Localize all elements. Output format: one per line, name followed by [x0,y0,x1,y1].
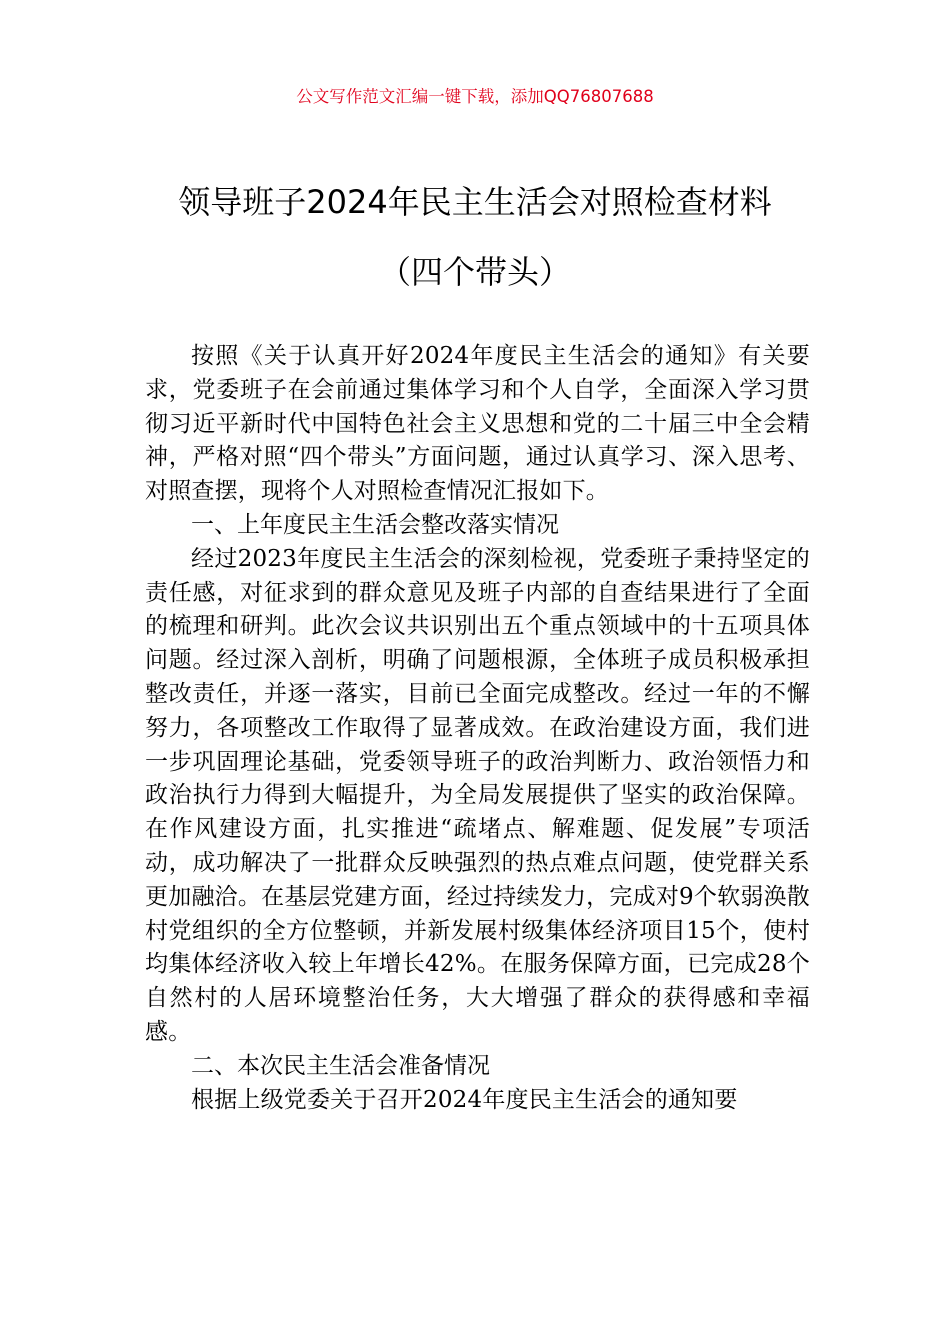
section-2-paragraph: 根据上级党委关于召开2024年度民主生活会的通知要 [191,1086,738,1113]
section-1-heading: 一、上年度民主生活会整改落实情况 [191,511,559,538]
intro-paragraph: 按照《关于认真开好2024年度民主生活会的通知》有关要求，党委班子在会前通过集体学习和个人自学，全面深入学习贯彻习近平新时代中国特色社会主义思想和党的二十届三中全会精神，严格对照“四个带头”方面问题，通过认真学习、深入思考、对照查摆，现将个人对照检查情况汇报如下。 [145,343,810,505]
section-1-paragraph: 经过2023年度民主生活会的深刻检视，党委班子秉持坚定的责任感，对征求到的群众意见及班子内部的自查结果进行了全面的梳理和研判。此次会议共识别出五个重点领域中的十五项具体问题。经过深入剖析，明确了问题根源，全体班子成员积极承担整改责任，并逐一落实，目前已全面完成整改。经过一年的不懈努力，各项整改工作取得了显著成效。在政治建设方面，我们进一步巩固理论基础，党委领导班子的政治判断力、政治领悟力和政治执行力得到大幅提升，为全局发展提供了坚实的政治保障。在作风建设方面，扎实推进“疏堵点、解难题、促发展”专项活动，成功解决了一批群众反映强烈的热点难点问题，使党群关系更加融洽。在基层党建方面，经过持续发力，完成对9个软弱涣散村党组织的全方位整顿，并新发展村级集体经济项目15个，使村均集体经济收入较上年增长42%。在服务保障方面，已完成28个自然村的人居环境整治任务，大大增强了群众的获得感和幸福感。 [145,545,810,1045]
document-body [145,340,810,1117]
header-note: 公文写作范文汇编一键下载，添加QQ76807688 [296,87,654,106]
document-subtitle: （四个带头） [378,253,571,291]
section-2-heading: 二、本次民主生活会准备情况 [191,1052,490,1079]
document-title: 领导班子2024年民主生活会对照检查材料 [178,183,772,221]
